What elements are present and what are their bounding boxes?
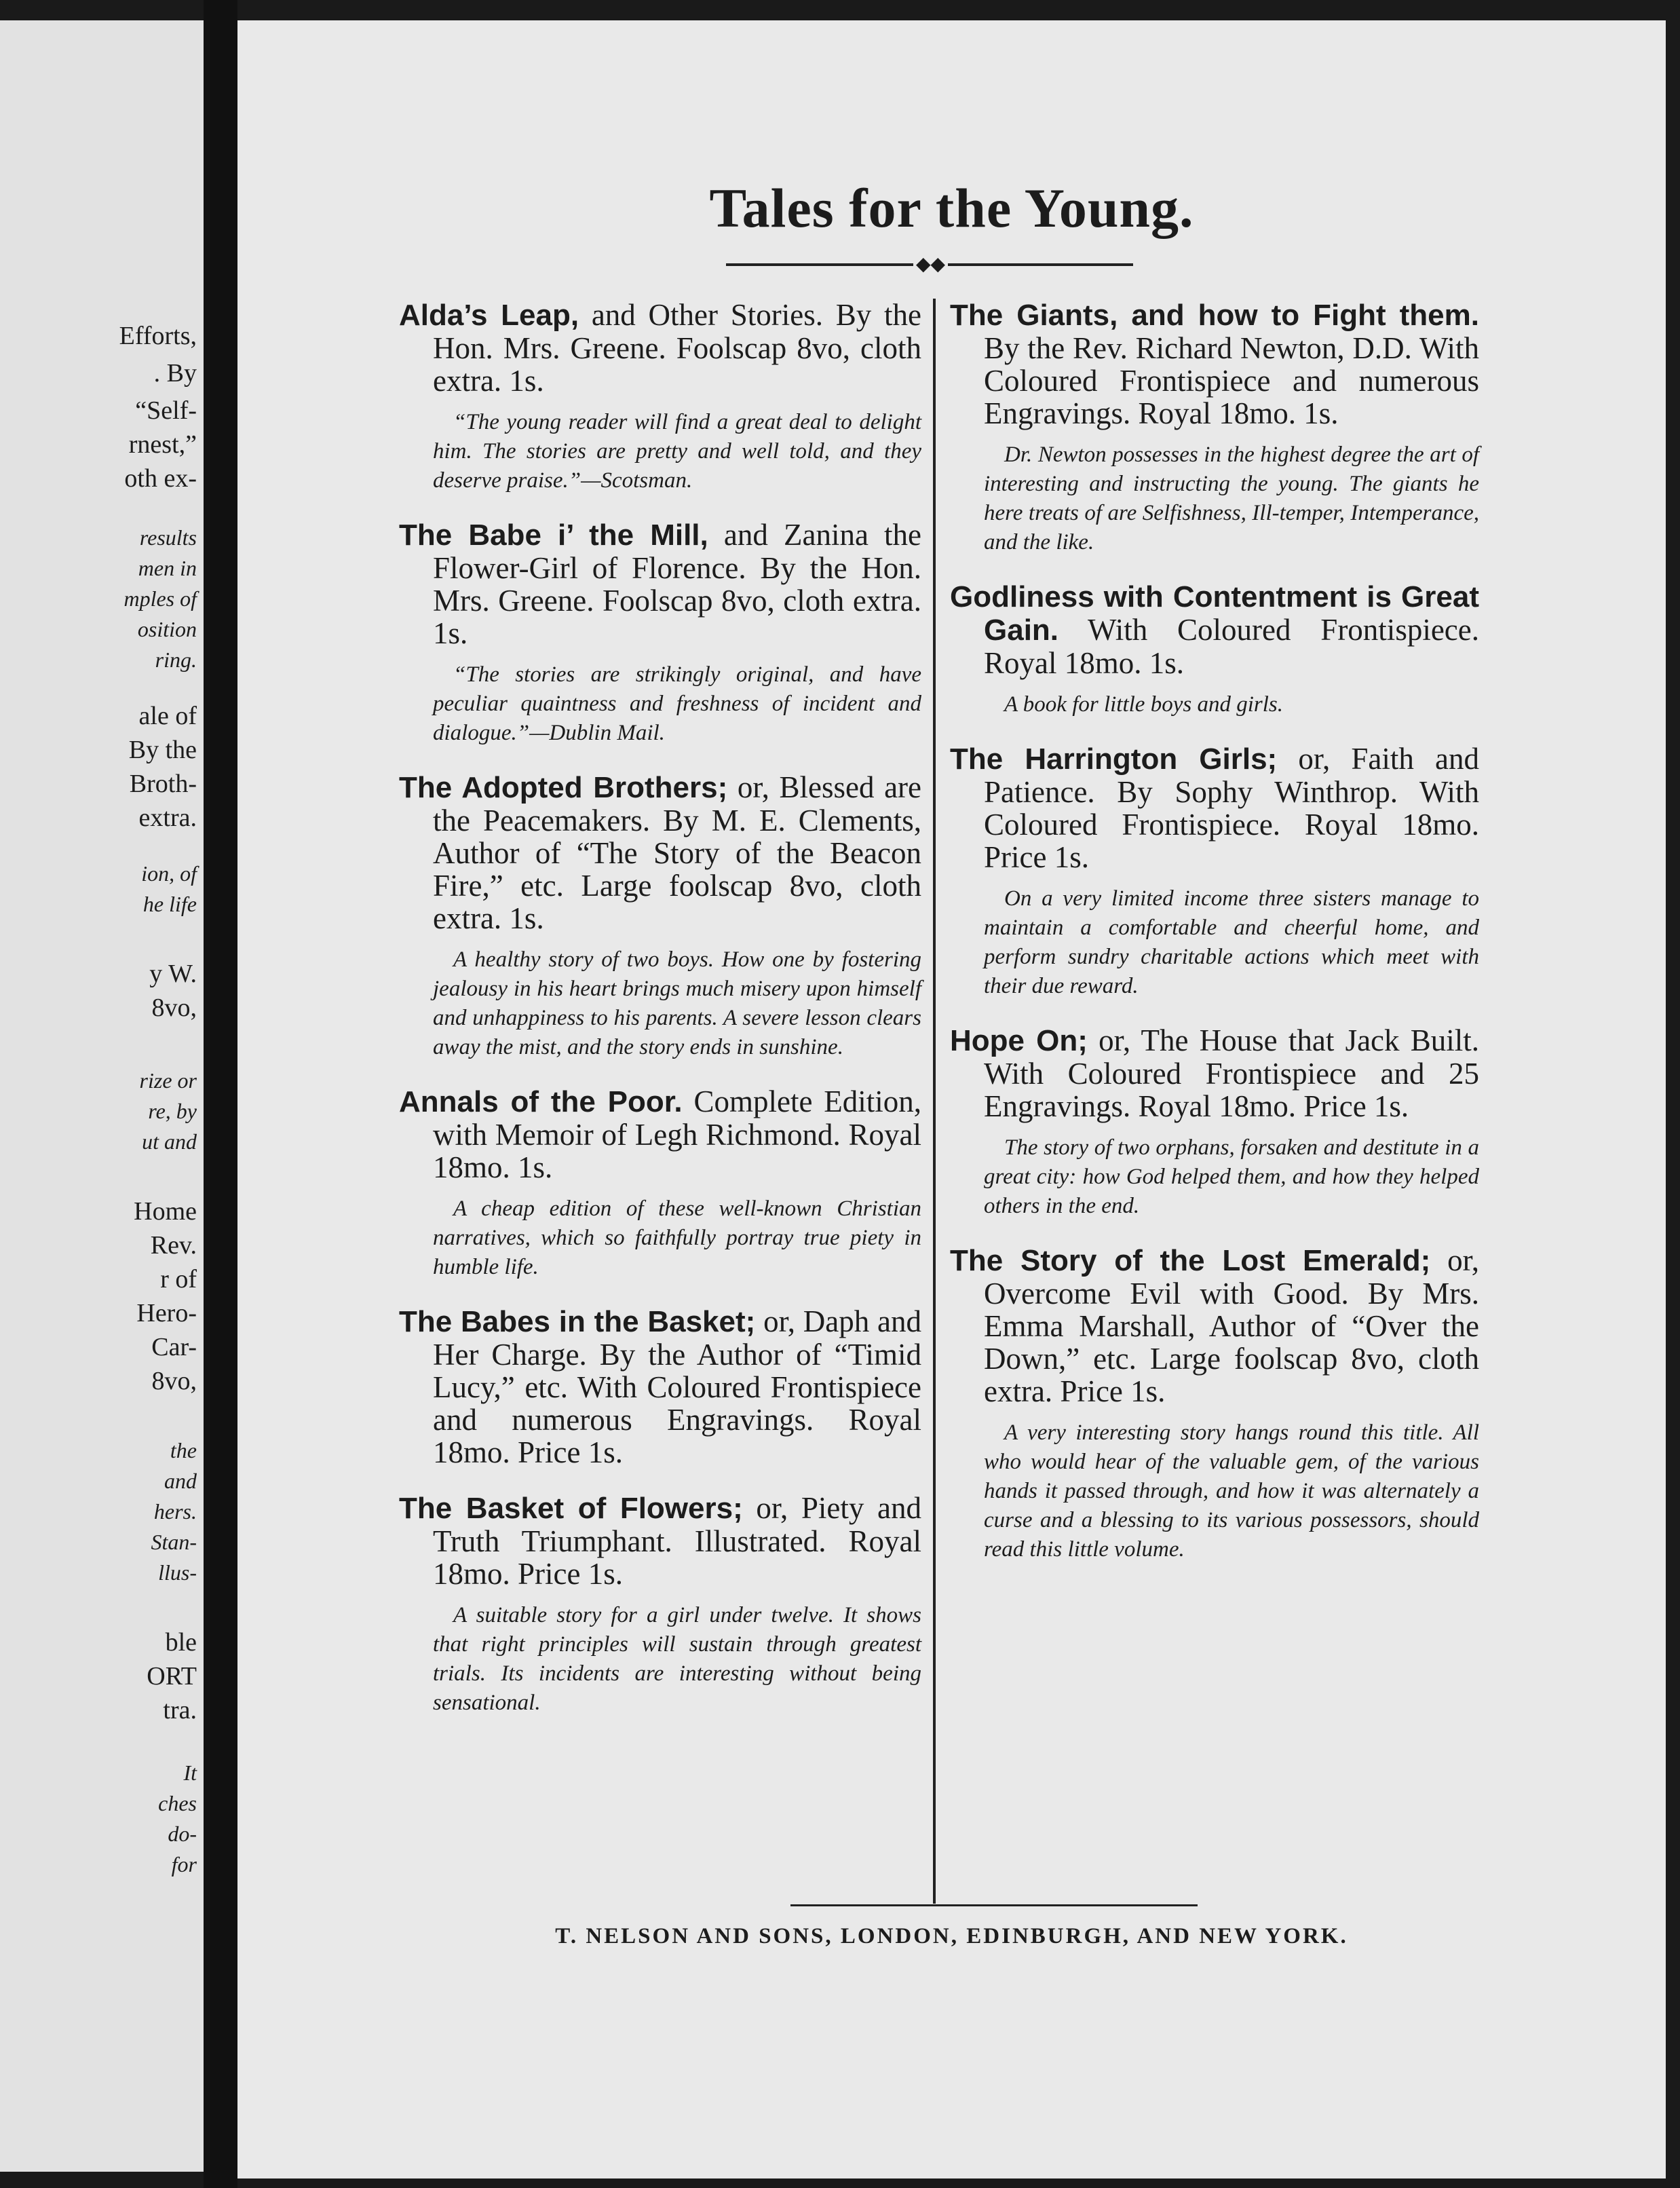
book-details: or, Faith and Patience. By Sophy Winthrop. With Coloured Frontispiece. Royal 18mo. Price 1s.: [984, 742, 1479, 874]
book-entry: [399, 299, 921, 495]
book-title: The Adopted Brothers;: [399, 771, 728, 804]
facing-page-fragment: ale of: [138, 702, 197, 730]
facing-page-fragment: ches: [158, 1791, 197, 1815]
book-review: The story of two orphans, forsaken and destitute in a great city: how God helped them, and how they helped others in the end.: [984, 1135, 1479, 1218]
book-entry: [399, 1492, 921, 1718]
publisher-imprint: T. NELSON AND SONS, LONDON, EDINBURGH, AND NEW YORK.: [555, 1924, 1348, 1948]
book-gutter: [204, 0, 237, 2188]
book-details: By the Rev. Richard Newton, D.D. With Coloured Frontispiece and numerous Engravings. Royal 18mo. 1s.: [984, 331, 1479, 430]
facing-page-fragment: 8vo,: [151, 994, 197, 1022]
book-title: The Giants, and how to Fight them.: [950, 299, 1479, 332]
book-review: A cheap edition of these well-known Christian narratives, which so faithfully portray true piety in humble life.: [433, 1196, 921, 1279]
facing-page-fragment: Broth-: [129, 770, 197, 798]
book-review: A very interesting story hangs round this title. All who would hear of the valuable gem, of the various hands it passed through, and how it was alternately a curse and a blessing to its various possessors, should read this little volume.: [984, 1420, 1479, 1562]
facing-page-fragment: extra.: [138, 804, 197, 832]
left-column: [399, 299, 921, 1741]
book-listing: [950, 742, 1479, 873]
facing-page-fragment: re, by: [148, 1099, 197, 1123]
facing-page-fragment: r of: [160, 1265, 197, 1294]
facing-page-fragment: results: [139, 525, 197, 550]
facing-page-fragment: mples of: [123, 586, 197, 611]
diamond-ornament-icon: ◆◆: [913, 252, 948, 277]
facing-page-fragment: the: [170, 1438, 197, 1463]
book-details: or, Overcome Evil with Good. By Mrs. Emma Marshall, Author of “Over the Down,” etc. Large foolscap 8vo, cloth extra. Price 1s.: [984, 1243, 1480, 1408]
facing-page-fragment: for: [171, 1852, 197, 1876]
book-listing: [399, 518, 921, 649]
book-entry: [399, 1085, 921, 1282]
facing-page-fragment: Stan-: [151, 1530, 197, 1554]
book-details: With Coloured Frontispiece. Royal 18mo. 1s.: [984, 613, 1479, 680]
book-details: or, Blessed are the Peacemakers. By M. E. Clements, Author of “The Story of the Beacon Fire,” etc. Large foolscap 8vo, cloth extra. 1s.: [433, 770, 922, 935]
facing-page-fragment: tra.: [163, 1696, 197, 1724]
book-title: The Story of the Lost Emerald;: [950, 1244, 1431, 1277]
column-divider: [933, 299, 936, 1904]
book-title: The Harrington Girls;: [950, 742, 1278, 776]
book-entry: [399, 1305, 921, 1469]
book-listing: [399, 771, 921, 935]
book-entry: [950, 742, 1479, 1001]
facing-page-fragment: By the: [128, 736, 197, 764]
book-listing: [399, 1085, 921, 1184]
book-entry: [399, 518, 921, 748]
facing-page-fragment: Rev.: [150, 1231, 197, 1260]
facing-page-fragment: do-: [168, 1822, 197, 1846]
book-details: or, Daph and Her Charge. By the Author of “Timid Lucy,” etc. With Coloured Frontispiece and numerous Engravings. Royal 18mo. Price 1s.: [433, 1304, 921, 1469]
book-title: The Babe i’ the Mill,: [399, 518, 708, 552]
facing-page-fragment: men in: [138, 556, 197, 580]
book-title: The Basket of Flowers;: [399, 1492, 743, 1525]
book-details: Complete Edition, with Memoir of Legh Richmond. Royal 18mo. 1s.: [433, 1084, 922, 1184]
book-details: and Other Stories. By the Hon. Mrs. Greene. Foolscap 8vo, cloth extra. 1s.: [433, 298, 921, 398]
book-title: Annals of the Poor.: [399, 1085, 683, 1118]
book-review: “The young reader will find a great deal to delight him. The stories are pretty and well told, and they deserve praise.”—Scotsman.: [433, 410, 921, 493]
facing-page-fragment: 8vo,: [151, 1367, 197, 1395]
facing-page-fragment: ut and: [142, 1129, 197, 1154]
facing-page-fragment: he life: [142, 892, 197, 916]
book-review: “The stories are strikingly original, and have peculiar quaintness and freshness of incident and dialogue.”—Dublin Mail.: [433, 662, 921, 745]
book-title: Hope On;: [950, 1024, 1088, 1057]
book-listing: [950, 1244, 1479, 1408]
book-review: A suitable story for a girl under twelve. It shows that right principles will sustain through greatest trials. Its incidents are interesting without being sensational.: [433, 1603, 921, 1715]
book-entry: [950, 1024, 1479, 1221]
book-entry: [399, 771, 921, 1062]
facing-page-fragment: Car-: [151, 1333, 197, 1361]
book-listing: [950, 580, 1479, 679]
book-listing: [399, 1492, 921, 1590]
book-review: A healthy story of two boys. How one by fostering jealousy in his heart brings much misery upon himself and unhappiness to his parents. A severe lesson clears away the mist, and the story ends in sunshine.: [433, 947, 921, 1059]
book-entry: [950, 299, 1479, 557]
facing-page-fragment: rize or: [139, 1068, 197, 1093]
facing-page-fragment: oth ex-: [124, 464, 197, 493]
right-column: [950, 299, 1479, 1587]
book-title: Alda’s Leap,: [399, 299, 579, 332]
book-listing: [950, 1024, 1479, 1123]
facing-page-fragment: Home: [134, 1197, 197, 1226]
page-title: Tales for the Young.: [709, 177, 1194, 239]
book-title: The Babes in the Basket;: [399, 1305, 756, 1338]
facing-page-fragment: Efforts,: [119, 322, 197, 350]
facing-page-edge: [0, 20, 204, 2172]
footer-rule: [790, 1904, 1198, 1906]
facing-page-fragment: hers.: [153, 1499, 197, 1524]
facing-page-fragment: and: [164, 1469, 197, 1493]
facing-page-fragment: . By: [153, 359, 197, 388]
facing-page-fragment: ion, of: [141, 861, 197, 886]
book-title: Godliness with Contentment is Great Gain.: [950, 580, 1479, 647]
facing-page-fragment: “Self-: [135, 396, 197, 425]
book-review: Dr. Newton possesses in the highest degree the art of interesting and instructing the young. The giants he here treats of are Selfishness, Ill-temper, Intemperance, and the like.: [984, 442, 1479, 554]
book-details: and Zanina the Flower-Girl of Florence. By the Hon. Mrs. Greene. Foolscap 8vo, cloth extra. 1s.: [433, 518, 922, 650]
book-details: or, Piety and Truth Triumphant. Illustrated. Royal 18mo. Price 1s.: [433, 1491, 921, 1591]
facing-page-fragment: osition: [137, 617, 197, 641]
book-entry: [950, 1244, 1479, 1564]
facing-page-fragment: y W.: [149, 960, 197, 988]
book-review: A book for little boys and girls.: [1004, 692, 1283, 717]
book-listing: [399, 299, 921, 397]
facing-page-fragment: ring.: [155, 647, 197, 672]
book-listing: [950, 299, 1479, 430]
facing-page-fragment: ble: [165, 1628, 197, 1657]
book-review: On a very limited income three sisters manage to maintain a comfortable and cheerful home, and perform sundry charitable actions which meet with their due reward.: [984, 886, 1479, 998]
book-entry: [950, 580, 1479, 719]
facing-page-fragment: llus-: [158, 1560, 197, 1585]
facing-page-fragment: rnest,”: [128, 430, 197, 459]
facing-page-fragment: Hero-: [136, 1299, 197, 1327]
facing-page-fragment: ORT: [147, 1662, 197, 1691]
book-listing: [399, 1305, 921, 1469]
book-details: or, The House that Jack Built. With Coloured Frontispiece and 25 Engravings. Royal 18mo. Price 1s.: [984, 1023, 1480, 1123]
facing-page-fragment: It: [183, 1760, 197, 1785]
advertisement-page: [237, 20, 1666, 2178]
